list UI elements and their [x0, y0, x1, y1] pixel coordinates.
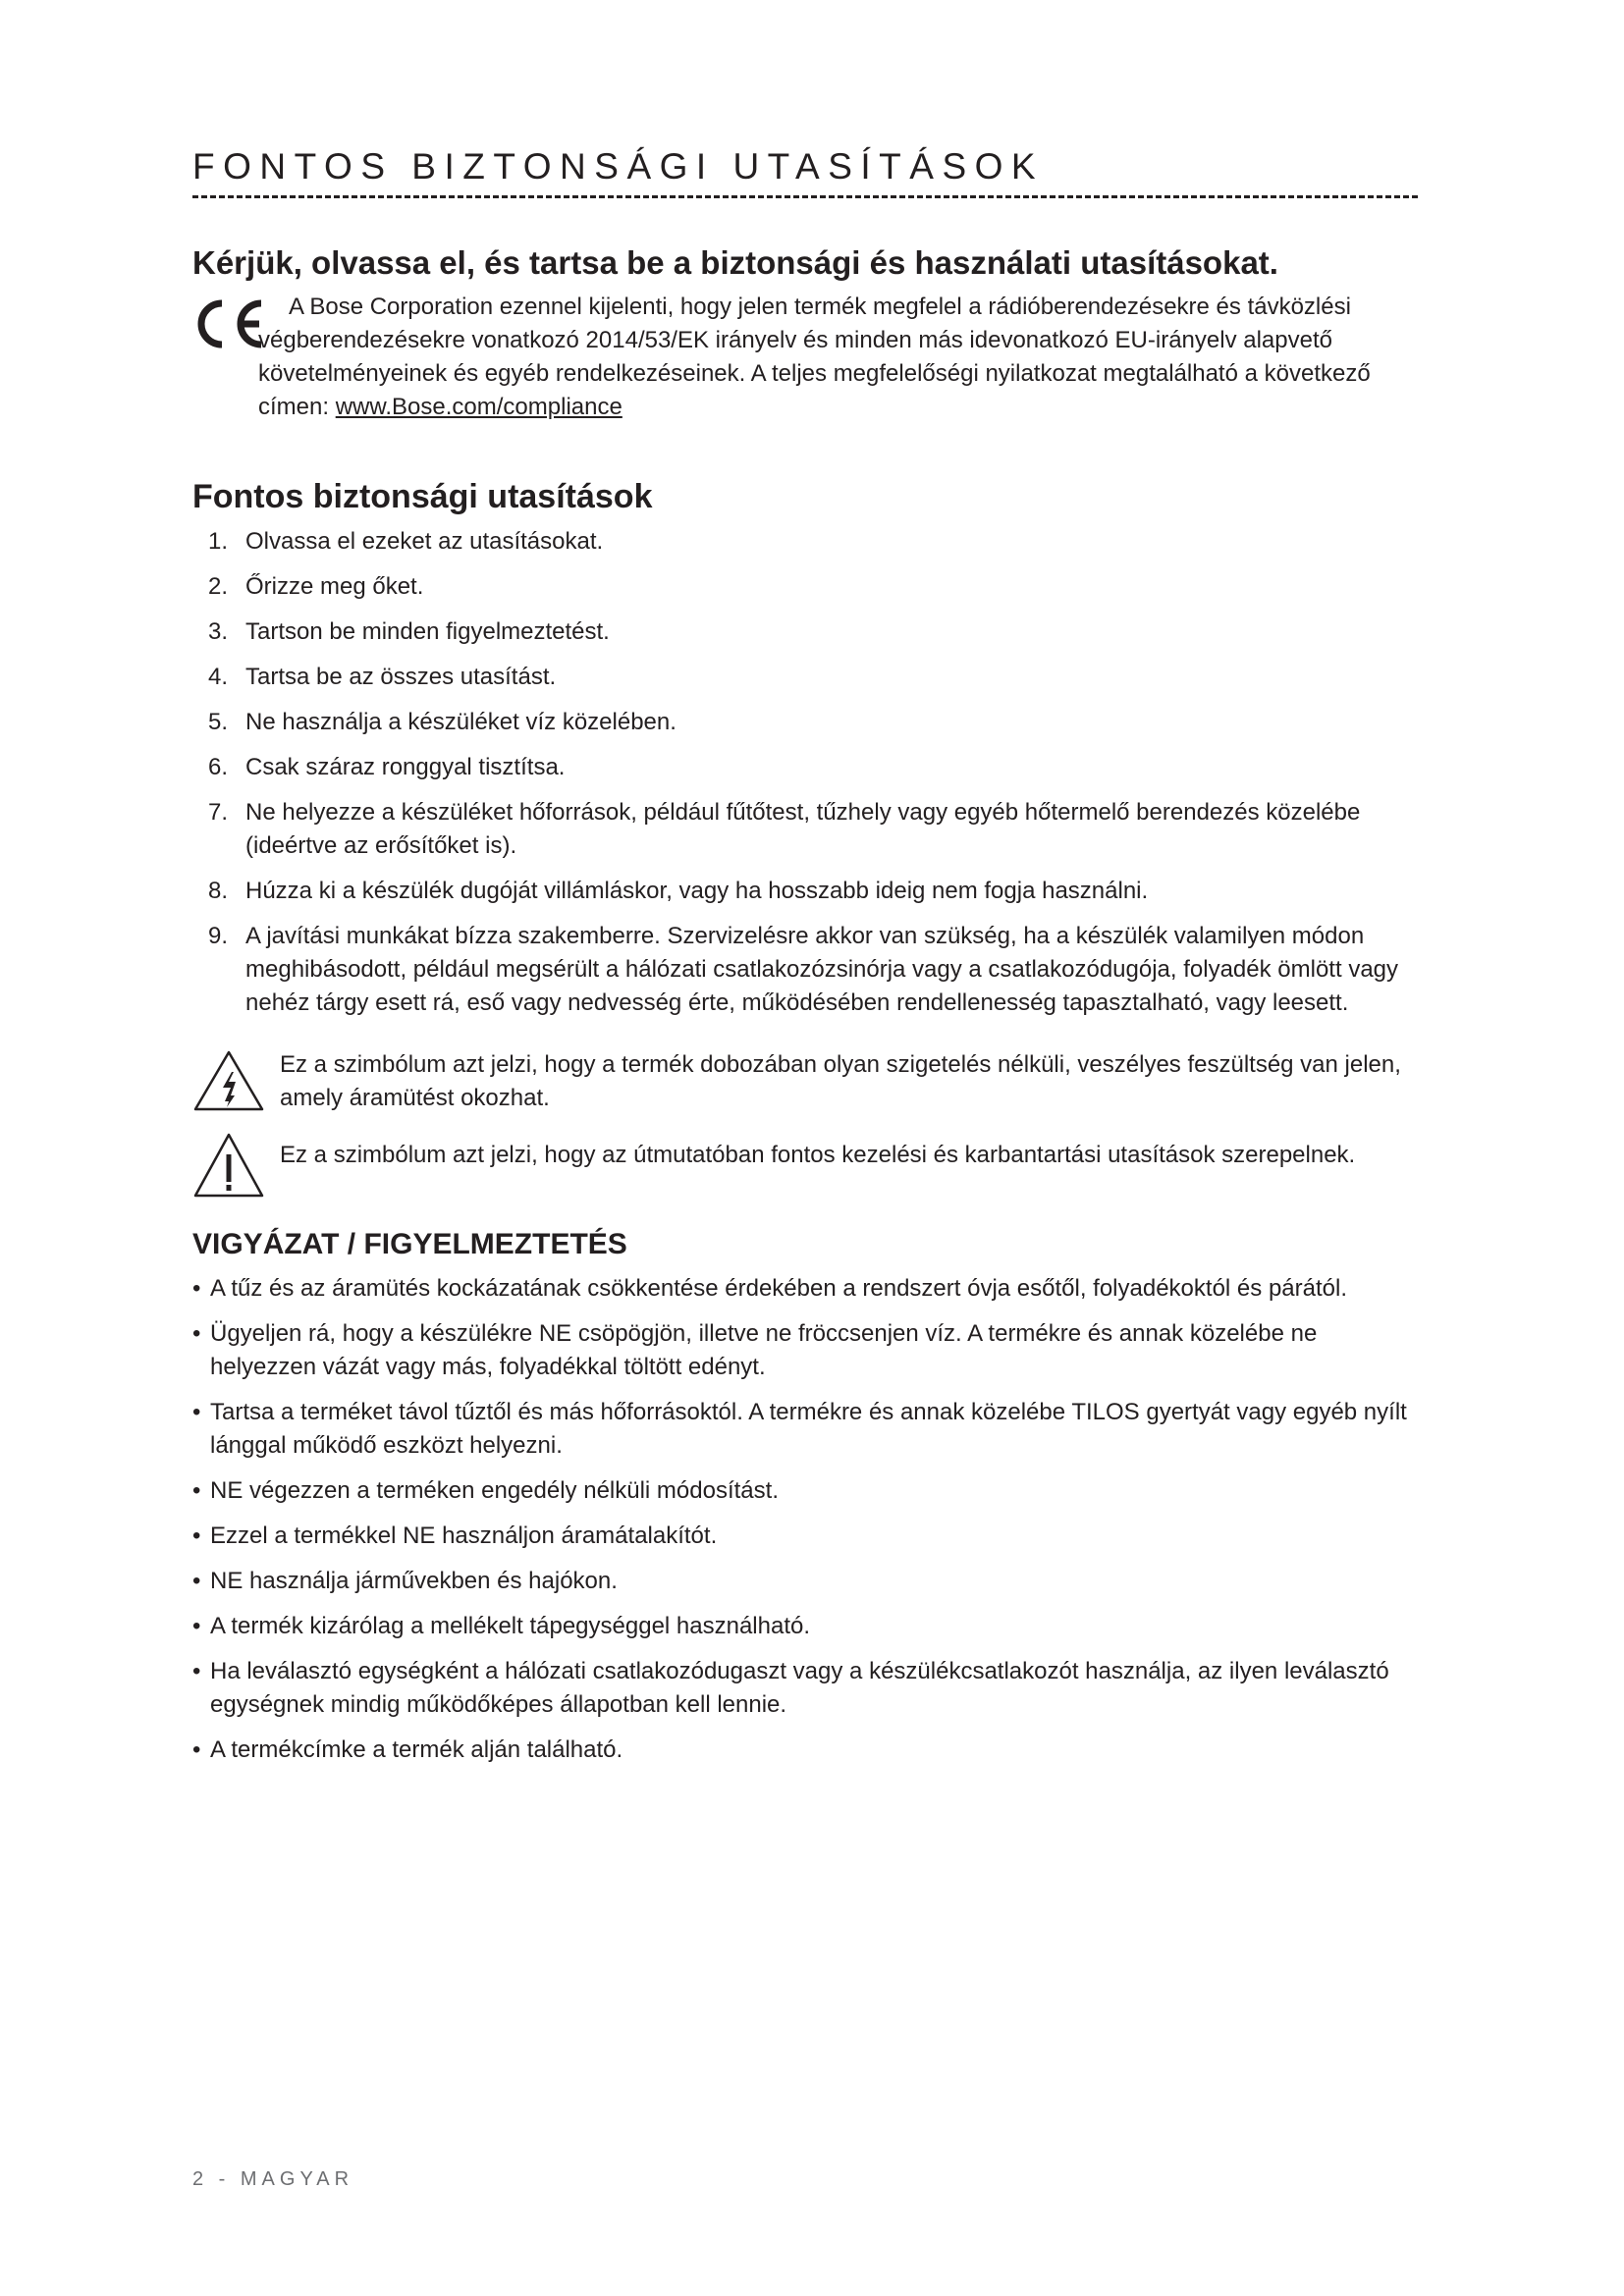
ce-declaration-line: A Bose Corporation ezennel kijelenti, hogy jelen termék megfelel a rádióberendezésekre és távközlési [289, 294, 1351, 320]
page-footer: 2 - MAGYAR [192, 2168, 354, 2190]
bullet-icon: • [192, 1275, 201, 1302]
instruction-item [192, 920, 1430, 1020]
ce-declaration-line: végberendezésekre vonatkozó 2014/53/EK irányelv és minden más idevonatkozó EU-irányelv alapvető [258, 327, 1332, 353]
bullet-icon: • [192, 1320, 201, 1347]
instruction-number: 4. [208, 664, 229, 690]
caution-text: A termék kizárólag a mellékelt tápegységgel használható. [210, 1613, 811, 1639]
instruction-item [192, 796, 1430, 863]
instruction-number: 1. [208, 528, 229, 555]
instruction-text: Tartson be minden figyelmeztetést. [245, 618, 610, 645]
instruction-text: Ne helyezze a készüléket hőforrások, például fűtőtest, tűzhely vagy egyéb hőtermelő berendezés közelébe (ideértve az erősítőket is). [245, 799, 1361, 859]
caution-item [192, 1317, 1430, 1384]
ce-declaration-line-last [192, 391, 1420, 424]
caution-item [192, 1565, 1430, 1598]
instruction-item [192, 875, 1430, 908]
bullet-icon: • [192, 1399, 201, 1425]
instruction-number: 9. [208, 923, 229, 949]
instruction-text: Ne használja a készüléket víz közelében. [245, 709, 677, 735]
caution-item [192, 1272, 1430, 1306]
caution-text: Ezzel a termékkel NE használjon áramátalakítót. [210, 1522, 718, 1549]
instruction-item [192, 751, 1430, 784]
exclamation-symbol-text: Ez a szimbólum azt jelzi, hogy az útmutatóban fontos kezelési és karbantartási utasítások szerepelnek. [280, 1142, 1356, 1168]
ce-declaration [192, 291, 1420, 424]
instruction-item [192, 570, 1430, 604]
bullet-icon: • [192, 1658, 201, 1684]
caution-text: Ha leválasztó egységként a hálózati csatlakozódugaszt vagy a készülékcsatlakozót használja, az ilyen leválasztó egységnek mindig működőképes állapotban kell lennie. [210, 1658, 1389, 1718]
bullet-icon: • [192, 1736, 201, 1763]
ce-address-prefix: címen: [258, 394, 336, 420]
instruction-number: 7. [208, 799, 229, 826]
instruction-text: Húzza ki a készülék dugóját villámláskor, vagy ha hosszabb ideig nem fogja használni. [245, 878, 1149, 904]
caution-text: A tűz és az áramütés kockázatának csökkentése érdekében a rendszert óvja esőtől, folyadékoktól és párától. [210, 1275, 1347, 1302]
caution-item [192, 1474, 1430, 1508]
bullet-icon: • [192, 1522, 201, 1549]
caution-text: NE használja járművekben és hajókon. [210, 1568, 618, 1594]
instruction-item [192, 615, 1430, 649]
intro-heading: Kérjük, olvassa el, és tartsa be a biztonsági és használati utasításokat. [192, 244, 1278, 281]
instruction-number: 2. [208, 573, 229, 600]
caution-item [192, 1734, 1430, 1767]
ce-declaration-line: követelményeinek és egyéb rendelkezéseinek. A teljes megfelelőségi nyilatkozat megtalálható a következő [258, 360, 1371, 387]
instruction-item [192, 706, 1430, 739]
caution-text: NE végezzen a terméken engedély nélküli módosítást. [210, 1477, 779, 1504]
instruction-list [192, 525, 1430, 1032]
instruction-text: Őrizze meg őket. [245, 573, 424, 600]
instruction-number: 3. [208, 618, 229, 645]
title-dashed-rule [192, 195, 1418, 198]
lightning-warning-icon [192, 1048, 265, 1113]
caution-item [192, 1396, 1430, 1463]
page-title: FONTOS BIZTONSÁGI UTASÍTÁSOK [192, 146, 1045, 187]
caution-list [192, 1272, 1430, 1779]
caution-item [192, 1520, 1430, 1553]
instruction-item [192, 525, 1430, 559]
lightning-symbol-text: Ez a szimbólum azt jelzi, hogy a termék dobozában olyan szigetelés nélküli, veszélyes feszültség van jelen, amely áramütést okozhat. [280, 1051, 1401, 1111]
caution-item [192, 1610, 1430, 1643]
instruction-item [192, 661, 1430, 694]
instruction-number: 6. [208, 754, 229, 780]
instruction-text: Csak száraz ronggyal tisztítsa. [245, 754, 566, 780]
instruction-text: Tartsa be az összes utasítást. [245, 664, 557, 690]
instruction-text: A javítási munkákat bízza szakemberre. Szervizelésre akkor van szükség, ha a készülék valamilyen módon meghibásodott, például megsérült a hálózati csatlakozózsinórja vagy a csatlakozódugója, folyadék ömlött vagy nehéz tárgy esett rá, eső vagy nedvesség érte, működésében rendellenesség tapasztalható, vagy leesett. [245, 923, 1399, 1016]
bullet-icon: • [192, 1568, 201, 1594]
bullet-icon: • [192, 1613, 201, 1639]
caution-heading: VIGYÁZAT / FIGYELMEZTETÉS [192, 1228, 627, 1260]
exclamation-warning-icon [192, 1131, 265, 1200]
bullet-icon: • [192, 1477, 201, 1504]
compliance-link[interactable]: www.Bose.com/compliance [335, 394, 623, 420]
caution-text: A termékcímke a termék alján található. [210, 1736, 623, 1763]
instruction-number: 5. [208, 709, 229, 735]
instruction-text: Olvassa el ezeket az utasításokat. [245, 528, 604, 555]
caution-item [192, 1655, 1430, 1722]
caution-text: Ügyeljen rá, hogy a készülékre NE csöpögjön, illetve ne fröccsenjen víz. A termékre és annak közelébe ne helyezzen vázát vagy más, folyadékkal töltött edényt. [210, 1320, 1318, 1380]
caution-text: Tartsa a terméket távol tűztől és más hőforrásoktól. A termékre és annak közelébe TILOS gyertyát vagy egyéb nyílt lánggal működő eszközt helyezni. [210, 1399, 1407, 1459]
section-heading: Fontos biztonsági utasítások [192, 478, 653, 515]
instruction-number: 8. [208, 878, 229, 904]
